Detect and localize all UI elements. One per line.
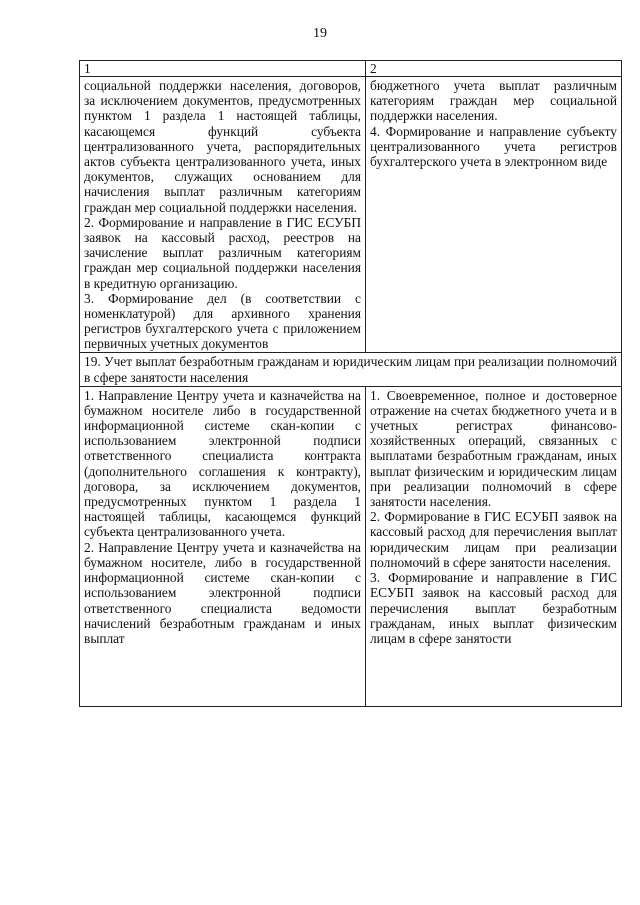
list-item: 3. Формирование и направление в ГИС ЕСУБП заявок на кассовый расход для перечисления выплат безработным гражданам, иных выплат физическим лицам в сфере занятости — [370, 570, 617, 646]
list-item: 1. Направление Центру учета и казначейства на бумажном носителе либо в государственной информационной системе скан-копии с использованием электронной подписи ответственного специалиста контракта (дополнительного соглашения к контракту), договора, за исключением документов, предусмотренных пунктом 1 раздела 1 настоящей таблицы, касающемся функций субъекта централизованного учета. — [84, 387, 361, 540]
table-row — [80, 77, 622, 353]
list-item: 2. Направление Центру учета и казначейства на бумажном носителе, либо в государственной информационной системе скан-копии с использованием электронной подписи ответственного специалиста ведомости начислений безработным гражданам и иных выплат — [84, 539, 361, 646]
section-row — [80, 352, 622, 386]
column-header-row — [80, 61, 622, 77]
table-row — [80, 386, 622, 706]
table-cell — [80, 386, 366, 706]
table-cell — [366, 77, 622, 353]
table-cell — [366, 386, 622, 706]
table-cell — [80, 77, 366, 353]
list-item: социальной поддержки населения, договоров, за исключением документов, предусмотренных пунктом 1 раздела 1 настоящей таблицы, касающемся функций субъекта централизованного учета, распорядительных актов субъекта централизованного учета, иных документов, служащих основанием для начисления выплат различным категориям граждан мер социальной поддержки населения. — [84, 78, 361, 215]
list-item: 2. Формирование в ГИС ЕСУБП заявок на кассовый расход для перечисления выплат юридическим лицам при реализации полномочий в сфере занятости населения. — [370, 509, 617, 570]
column-header-2: 2 — [366, 61, 622, 77]
list-item: 4. Формирование и направление субъекту централизованного учета регистров бухгалтерского учета в электронном виде — [370, 123, 617, 170]
list-item: бюджетного учета выплат различным категориям граждан мер социальной поддержки населения. — [370, 78, 617, 124]
column-header-1: 1 — [80, 61, 366, 77]
section-title: 19. Учет выплат безработным гражданам и юридическим лицам при реализации полномочий в сфере занятости населения — [80, 352, 622, 386]
responsibility-table — [79, 60, 622, 707]
list-item: 1. Своевременное, полное и достоверное отражение на счетах бюджетного учета и в учетных регистрах финансово-хозяйственных операций, связанных с выплатами безработным гражданам, иных выплат физическим и юридическим лицам при реализации полномочий в сфере занятости населения. — [370, 387, 617, 510]
list-item: 3. Формирование дел (в соответствии с номенклатурой) для архивного хранения регистров бухгалтерского учета с приложением первичных учетных документов — [84, 290, 361, 352]
page-number: 19 — [313, 26, 327, 41]
list-item: 2. Формирование и направление в ГИС ЕСУБП заявок на кассовый расход, реестров на зачисление выплат различным категориям граждан мер социальной поддержки населения в кредитную организацию. — [84, 214, 361, 291]
